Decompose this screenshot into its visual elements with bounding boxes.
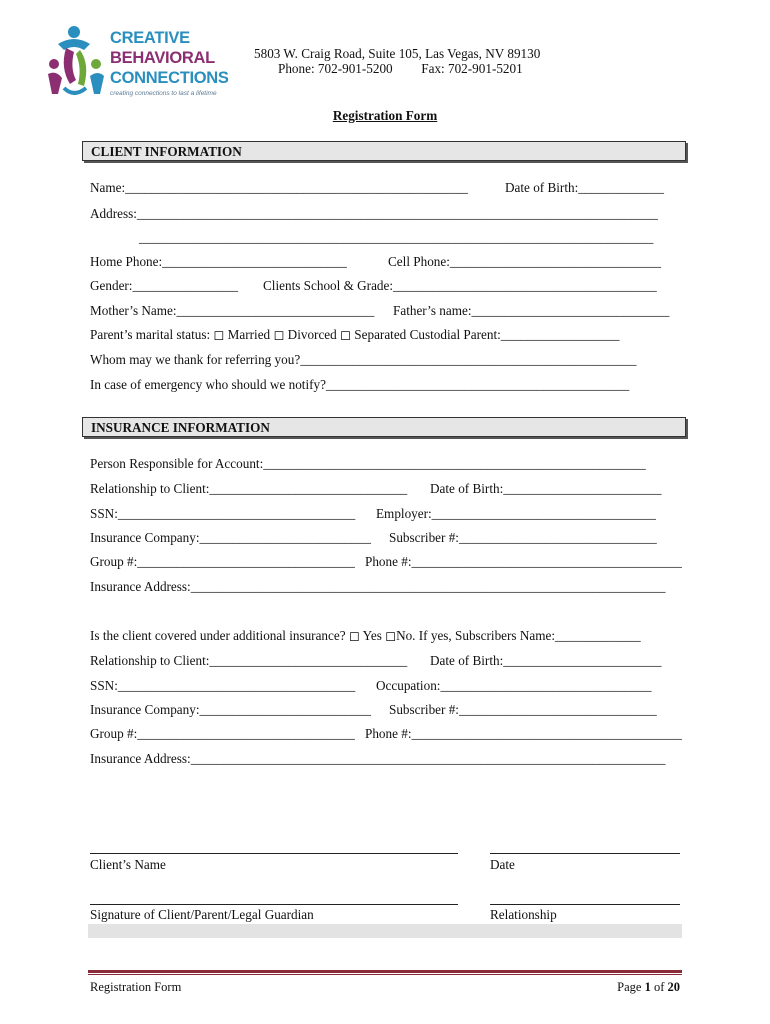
client-address-field[interactable]: Address:_______________________________________________________________________________ [90, 206, 658, 221]
logo-tagline: creating connections to last a lifetime [110, 90, 217, 97]
phone-fax-line [254, 61, 540, 76]
ssn-field-2[interactable]: SSN:____________________________________ [90, 678, 356, 693]
gender-field[interactable]: Gender:________________ [90, 278, 238, 293]
marital-status-row[interactable]: Parent’s marital status: ◻ Married ◻ Divorced ◻ Separated Custodial Parent:__________________ [90, 327, 620, 342]
logo-line-1: CREATIVE [110, 29, 190, 47]
additional-insurance-row[interactable]: Is the client covered under additional insurance? ◻ Yes ◻No. If yes, Subscribers Name:_____________ [90, 628, 641, 643]
mother-name-field[interactable]: Mother’s Name:______________________________ [90, 303, 375, 318]
insured-dob-field[interactable]: Date of Birth:________________________ [430, 481, 662, 496]
subscriber-number-field[interactable]: Subscriber #:______________________________ [389, 530, 657, 545]
guardian-signature-label: Signature of Client/Parent/Legal Guardian [90, 907, 314, 922]
company-logo [44, 24, 229, 104]
referral-field[interactable]: Whom may we thank for referring you?___________________________________________________ [90, 352, 637, 367]
group-number-field[interactable]: Group #:_________________________________ [90, 554, 355, 569]
page-current: 1 [644, 980, 651, 994]
emergency-contact-field[interactable]: In case of emergency who should we notify?______________________________________________ [90, 377, 630, 392]
group-number-field-2[interactable]: Group #:_________________________________ [90, 726, 355, 741]
date-label: Date [490, 857, 515, 872]
fax-number: Fax: 702-901-5201 [421, 61, 523, 76]
logo-wordmark [110, 28, 229, 88]
home-phone-field[interactable]: Home Phone:____________________________ [90, 254, 347, 269]
footer-title: Registration Form [90, 980, 182, 994]
guardian-signature-line[interactable] [90, 904, 458, 905]
father-name-field[interactable]: Father’s name:______________________________ [393, 303, 670, 318]
page-number [600, 980, 680, 995]
subscriber-number-field-2[interactable]: Subscriber #:______________________________ [389, 702, 657, 717]
insurance-company-field[interactable]: Insurance Company:__________________________ [90, 530, 371, 545]
relationship-field[interactable]: Relationship to Client:______________________________ [90, 481, 408, 496]
date-signature-line[interactable] [490, 853, 680, 854]
cell-phone-field[interactable]: Cell Phone:________________________________ [388, 254, 661, 269]
page-total: 20 [667, 980, 680, 994]
contact-block [254, 46, 540, 76]
logo-line-3: CONNECTIONS [110, 69, 229, 87]
logo-figures-icon [44, 24, 108, 104]
client-section-header: CLIENT INFORMATION [82, 141, 686, 161]
insurance-address-field[interactable]: Insurance Address:________________________________________________________________________ [90, 579, 666, 594]
responsible-party-field[interactable]: Person Responsible for Account:__________________________________________________________ [90, 456, 646, 471]
employer-field[interactable]: Employer:__________________________________ [376, 506, 656, 521]
insurance-address-field-2[interactable]: Insurance Address:________________________________________________________________________ [90, 751, 666, 766]
footer-rule-thin [88, 974, 682, 975]
footer-rule [88, 970, 682, 973]
school-grade-field[interactable]: Clients School & Grade:________________________________________ [263, 278, 657, 293]
logo-line-2: BEHAVIORAL [110, 49, 215, 67]
insurance-phone-field-2[interactable]: Phone #:_________________________________________ [365, 726, 682, 741]
client-dob-field[interactable]: Date of Birth:_____________ [505, 180, 664, 195]
page-of: of [653, 980, 665, 994]
occupation-field[interactable]: Occupation:________________________________ [376, 678, 652, 693]
insurance-company-field-2[interactable]: Insurance Company:__________________________ [90, 702, 371, 717]
insured-dob-field-2[interactable]: Date of Birth:________________________ [430, 653, 662, 668]
client-name-label: Client’s Name [90, 857, 166, 872]
client-address-line-2[interactable]: ______________________________________________________________________________ [139, 230, 654, 245]
client-name-field[interactable]: Name:____________________________________________________ [90, 180, 469, 195]
relationship-signature-line[interactable] [490, 904, 680, 905]
insurance-section-header: INSURANCE INFORMATION [82, 417, 686, 437]
phone-number: Phone: 702-901-5200 [278, 61, 393, 76]
insurance-phone-field[interactable]: Phone #:_________________________________________ [365, 554, 682, 569]
shaded-bar [88, 924, 682, 938]
address-line: 5803 W. Craig Road, Suite 105, Las Vegas, NV 89130 [254, 46, 541, 61]
form-title: Registration Form [332, 108, 438, 123]
relationship-label: Relationship [490, 907, 557, 922]
page-prefix: Page [617, 980, 642, 994]
relationship-field-2[interactable]: Relationship to Client:______________________________ [90, 653, 408, 668]
ssn-field[interactable]: SSN:____________________________________ [90, 506, 356, 521]
client-name-signature-line[interactable] [90, 853, 458, 854]
